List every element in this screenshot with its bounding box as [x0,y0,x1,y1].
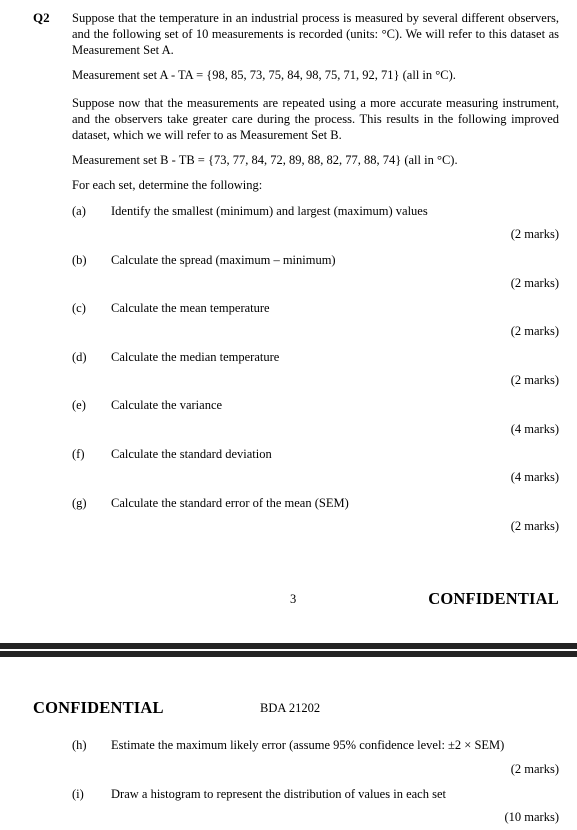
part-marks-f: (4 marks) [510,470,559,484]
page-break-bottom [0,651,577,657]
part-label-e: (e) [72,398,86,412]
page-number: 3 [290,592,297,606]
part-text-e: Calculate the variance [111,398,223,412]
part-text-b: Calculate the spread (maximum – minimum) [111,253,336,267]
question-number: Q2 [33,10,50,25]
part-marks-h: (2 marks) [510,762,559,776]
part-text-f: Calculate the standard deviation [111,447,272,461]
part-text-c: Calculate the mean temperature [111,301,270,315]
part-marks-g: (2 marks) [510,519,559,533]
part-marks-i: (10 marks) [504,810,559,824]
part-text-a: Identify the smallest (minimum) and largest (maximum) values [111,204,428,218]
part-label-f: (f) [72,447,85,461]
part-marks-e: (4 marks) [510,422,559,436]
instruction-text: For each set, determine the following: [72,178,263,192]
measurement-set-b: Measurement set B - TB = {73, 77, 84, 72, 89, 88, 82, 77, 88, 74} (all in °C). [72,153,458,167]
part-label-i: (i) [72,787,84,801]
part-marks-b: (2 marks) [510,276,559,290]
part-label-g: (g) [72,496,87,510]
part-marks-c: (2 marks) [510,324,559,338]
part-text-h: Estimate the maximum likely error (assume 95% confidence level: ±2 × SEM) [111,738,505,752]
part-text-i: Draw a histogram to represent the distribution of values in each set [111,787,446,801]
measurement-set-a: Measurement set A - TA = {98, 85, 73, 75, 84, 98, 75, 71, 92, 71} (all in °C). [72,68,456,82]
part-label-c: (c) [72,301,86,315]
part-label-b: (b) [72,253,87,267]
question-intro: Suppose that the temperature in an industrial process is measured by several different observers, and the following set of 10 measurements is recorded (units: °C). We will refer to this dataset as Measurement Set A. [72,11,559,57]
course-code: BDA 21202 [260,701,321,715]
part-label-a: (a) [72,204,86,218]
part-label-h: (h) [72,738,87,752]
improved-measurement-paragraph: Suppose now that the measurements are repeated using a more accurate measuring instrument, and the observers take greater care during the process. This results in the following improved dataset, which we will refer to as Measurement Set B. [72,96,559,142]
part-label-d: (d) [72,350,87,364]
part-text-d: Calculate the median temperature [111,350,280,364]
part-marks-a: (2 marks) [510,227,559,241]
part-text-g: Calculate the standard error of the mean (SEM) [111,496,349,510]
footer-confidential: CONFIDENTIAL [428,589,559,608]
header-confidential: CONFIDENTIAL [33,698,164,717]
part-marks-d: (2 marks) [510,373,559,387]
